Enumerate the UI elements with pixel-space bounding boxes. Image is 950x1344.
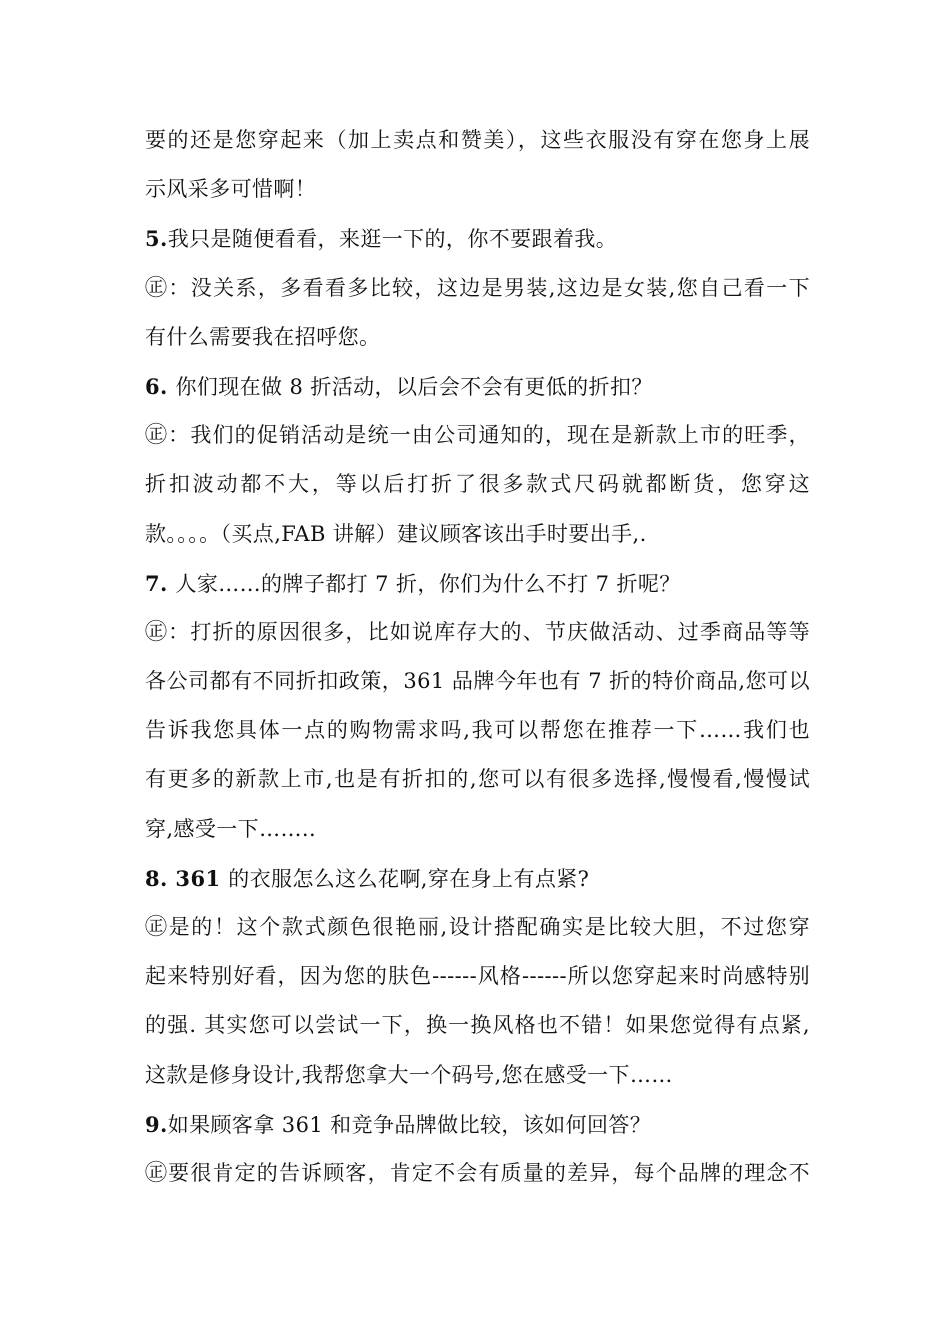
correct-mark-icon: ㊣ xyxy=(145,915,169,940)
question-line xyxy=(145,362,810,411)
text-line: 这款是修身设计,我帮您拿大一个码号,您在感受一下…… xyxy=(145,1062,673,1087)
text-line: 告诉我您具体一点的购物需求吗,我可以帮您在推荐一下……我们也 xyxy=(145,718,810,743)
answer-line xyxy=(145,411,810,460)
text-line: 款。。。。（买点,FAB 讲解）建议顾客该出手时要出手,. xyxy=(145,521,647,546)
question-line xyxy=(145,214,810,263)
question-line xyxy=(145,854,810,903)
answer-line xyxy=(145,903,810,952)
correct-mark-icon: ㊣ xyxy=(145,1160,169,1186)
question-text: 你们现在做 8 折活动，以后会不会有更低的折扣？ xyxy=(175,374,653,399)
document-body xyxy=(145,116,810,1198)
text-line: 有什么需要我在招呼您。 xyxy=(145,324,381,349)
correct-mark-icon: ㊣ xyxy=(145,275,169,301)
question-text: 如果顾客拿 361 和竞争品牌做比较，该如何回答？ xyxy=(167,1112,652,1137)
answer-text: ：我们的促销活动是统一由公司通知的，现在是新款上市的旺季， xyxy=(168,423,810,448)
question-number: 9. xyxy=(145,1111,168,1137)
answer-line xyxy=(145,1149,810,1198)
text-line: 有更多的新款上市,也是有折扣的,您可以有很多选择,慢慢看,慢慢试 xyxy=(145,767,810,792)
correct-mark-icon: ㊣ xyxy=(145,619,169,645)
question-line xyxy=(145,1100,810,1149)
text-line: 要的还是您穿起来（加上卖点和赞美），这些衣服没有穿在您身上展 xyxy=(145,128,810,152)
answer-text: ：没关系，多看看多比较，这边是男装,这边是女装,您自己看一下 xyxy=(168,275,810,300)
answer-text: 要很肯定的告诉顾客，肯定不会有质量的差异，每个品牌的理念不 xyxy=(168,1160,810,1185)
text-line: 的强. 其实您可以尝试一下，换一换风格也不错！如果您觉得有点紧, xyxy=(145,1013,810,1038)
answer-text: ：打折的原因很多，比如说库存大的、节庆做活动、过季商品等等 xyxy=(168,619,810,644)
text-line: 各公司都有不同折扣政策，361 品牌今年也有 7 折的特价商品,您可以 xyxy=(145,669,810,694)
question-number: 5. xyxy=(145,226,168,252)
question-line xyxy=(145,559,810,608)
question-number: 6. xyxy=(145,373,176,399)
question-text: 人家……的牌子都打 7 折，你们为什么不打 7 折呢？ xyxy=(175,571,681,596)
question-number: 7. xyxy=(145,570,176,596)
text-line: 示风采多可惜啊！ xyxy=(145,177,317,202)
text-line: 折扣波动都不大，等以后打折了很多款式尺码就都断货，您穿这 xyxy=(145,472,810,497)
answer-line xyxy=(145,608,810,657)
text-line: 穿,感受一下…….. xyxy=(145,816,317,841)
text-line: 起来特别好看，因为您的肤色------风格------所以您穿起来时尚感特别 xyxy=(145,964,810,989)
correct-mark-icon: ㊣ xyxy=(145,423,169,449)
answer-line xyxy=(145,264,810,313)
question-text: 的衣服怎么这么花啊,穿在身上有点紧? xyxy=(228,866,590,891)
question-number: 8. 361 xyxy=(145,865,229,891)
question-text: 我只是随便看看，来逛一下的，你不要跟着我。 xyxy=(167,227,618,252)
answer-text: 是的！这个款式颜色很艳丽,设计搭配确实是比较大胆，不过您穿 xyxy=(168,915,810,939)
